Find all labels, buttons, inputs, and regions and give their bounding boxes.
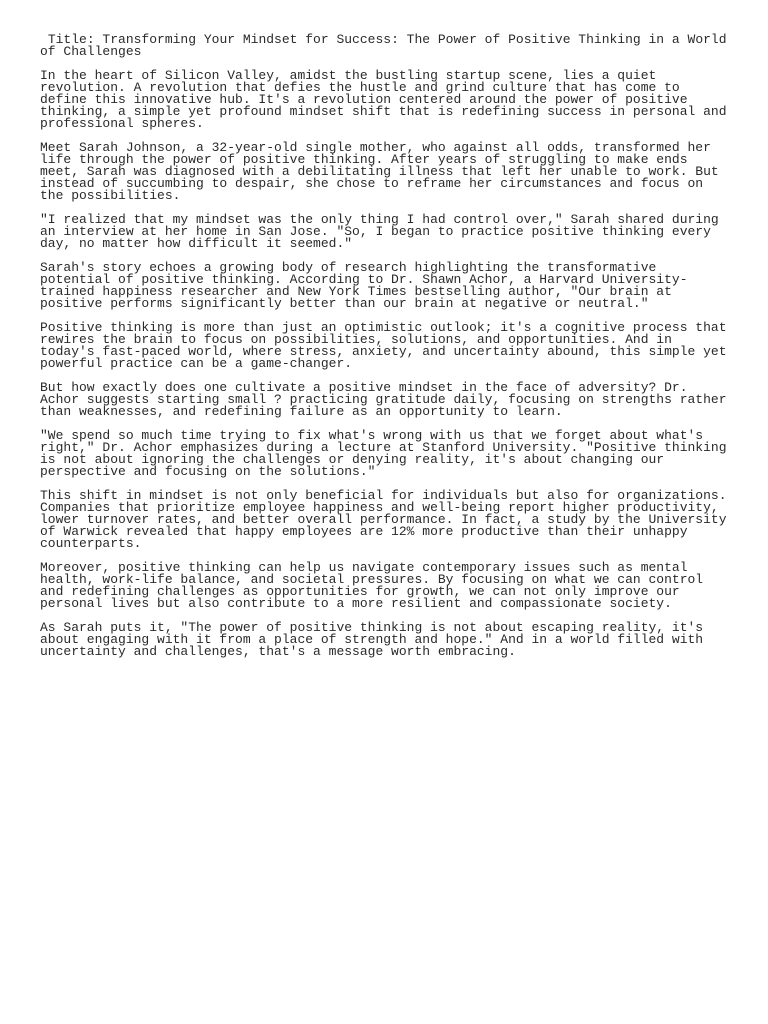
paragraph-9: Moreover, positive thinking can help us navigate contemporary issues such as mental health, work-life balance, and societal pressures. By focusing on what we can control and redefining challenges as opportunities for growth, we can not only improve our personal lives but also contribute to a more resilient and compassionate society.	[40, 560, 704, 611]
paragraph-8: This shift in mindset is not only beneficial for individuals but also for organizations. Companies that prioritize employee happiness and well-being report higher productivity, lower turnover rates, and better overall performance. In fact, a study by the University of Warwick revealed that happy employees are 12% more productive than their unhappy counterparts.	[40, 488, 727, 551]
paragraph-10: As Sarah puts it, "The power of positive thinking is not about escaping reality, it's about engaging with it from a place of strength and hope." And in a world filled with uncertainty and challenges, that's a message worth embracing.	[40, 620, 704, 659]
paragraph-5: Positive thinking is more than just an optimistic outlook; it's a cognitive process that rewires the brain to focus on possibilities, solutions, and opportunities. And in today's fast-paced world, where stress, anxiety, and uncertainty abound, this simple yet powerful practice can be a game-changer.	[40, 320, 727, 371]
paragraph-4: Sarah's story echoes a growing body of research highlighting the transformative potential of positive thinking. According to Dr. Shawn Achor, a Harvard University-trained happiness researcher and New York Times bestselling author, "Our brain at positive performs significantly better than our brain at negative or neutral."	[40, 260, 688, 311]
paragraph-2: Meet Sarah Johnson, a 32-year-old single mother, who against all odds, transformed her life through the power of positive thinking. After years of struggling to make ends meet, Sarah was diagnosed with a debilitating illness that left her unable to work. But instead of succumbing to despair, she chose to reframe her circumstances and focus on the possibilities.	[40, 140, 719, 203]
paragraph-1: In the heart of Silicon Valley, amidst the bustling startup scene, lies a quiet revolution. A revolution that defies the hustle and grind culture that has come to define this innovative hub. It's a revolution centered around the power of positive thinking, a simple yet profound mindset shift that is redefining success in personal and professional spheres.	[40, 68, 727, 131]
paragraph-3: "I realized that my mindset was the only thing I had control over," Sarah shared during an interview at her home in San Jose. "So, I began to practice positive thinking every day, no matter how difficult it seemed."	[40, 212, 719, 251]
document-page	[40, 32, 735, 670]
paragraph-6: But how exactly does one cultivate a positive mindset in the face of adversity? Dr. Achor suggests starting small ? practicing gratitude daily, focusing on strengths rather than weaknesses, and redefining failure as an opportunity to learn.	[40, 380, 727, 419]
document-title: Title: Transforming Your Mindset for Success: The Power of Positive Thinking in a World of Challenges	[40, 32, 735, 59]
paragraph-7: "We spend so much time trying to fix what's wrong with us that we forget about what's right," Dr. Achor emphasizes during a lecture at Stanford University. "Positive thinking is not about ignoring the challenges or denying reality, it's about changing our perspective and focusing on the solutions."	[40, 428, 727, 479]
